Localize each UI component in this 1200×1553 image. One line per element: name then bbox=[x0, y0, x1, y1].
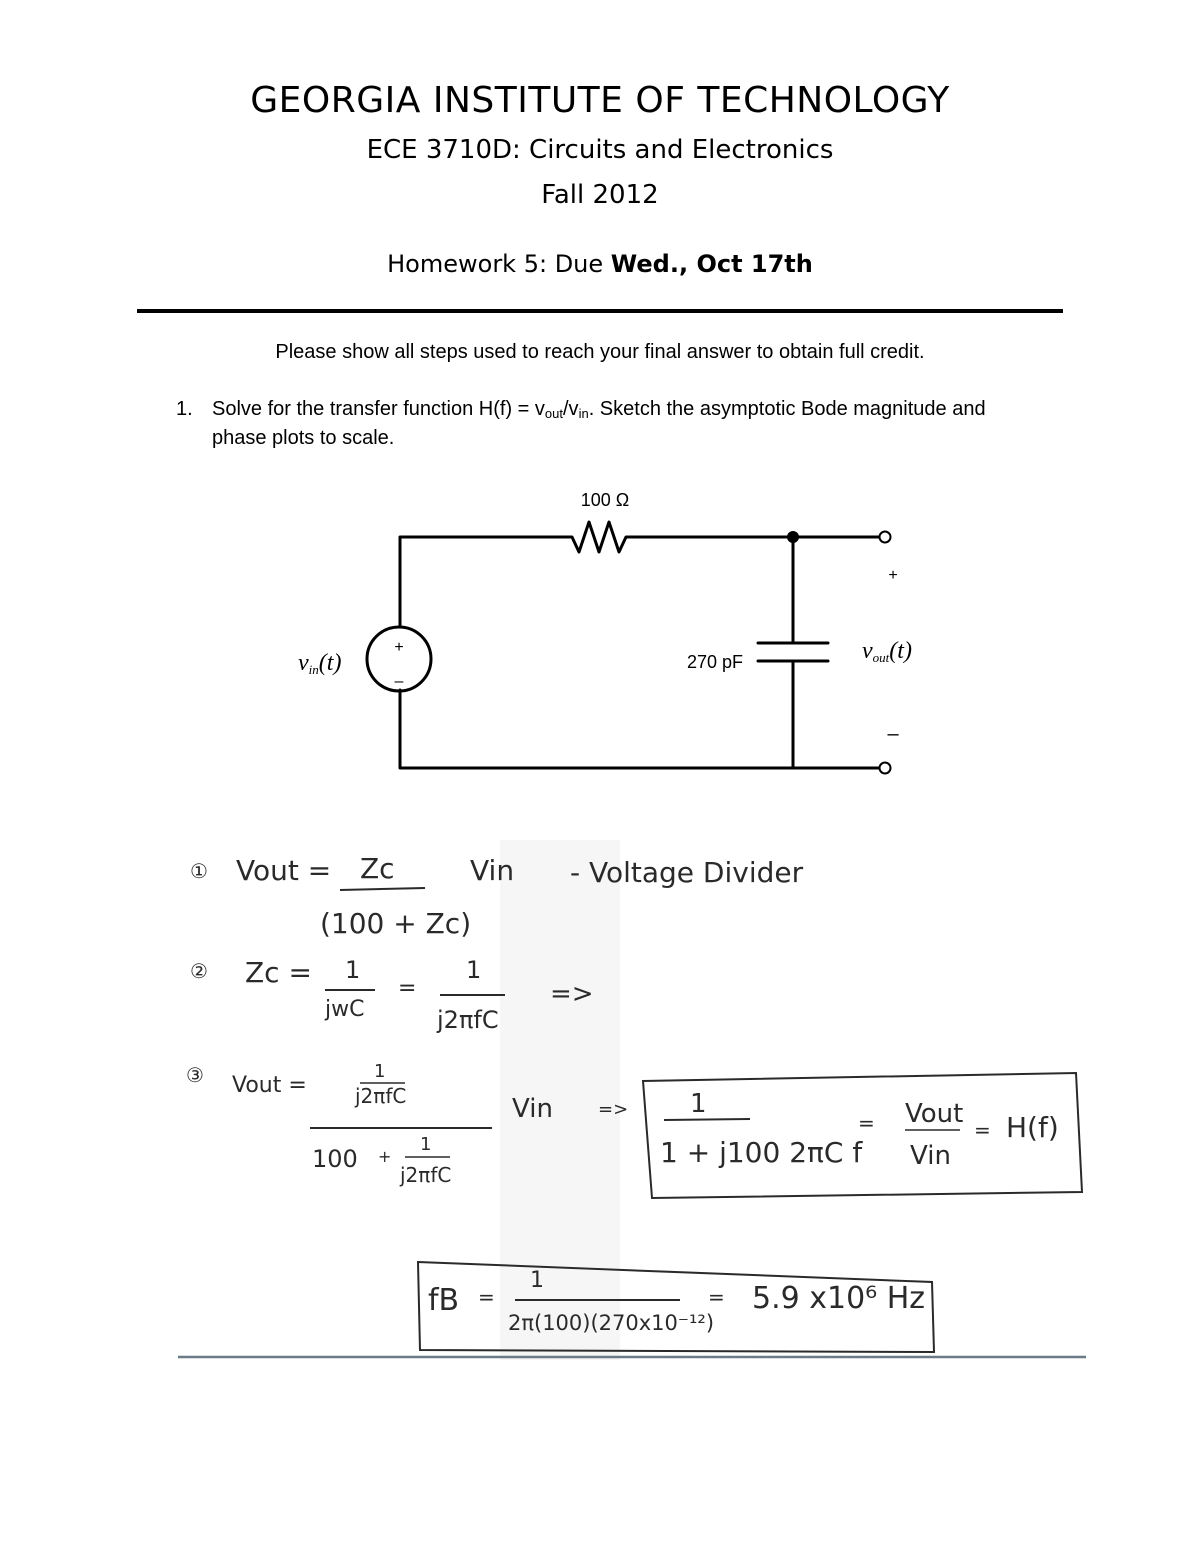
boxed-bar bbox=[664, 1119, 750, 1120]
step3-arrow: => bbox=[598, 1099, 629, 1120]
step3-num: 1 bbox=[374, 1061, 386, 1082]
terminal-bottom bbox=[880, 763, 891, 774]
step1-fraction-bar bbox=[340, 888, 425, 890]
step2-den2: j2πfC bbox=[437, 1006, 499, 1034]
node-dot bbox=[787, 531, 799, 543]
source-label: vin(t) bbox=[298, 650, 342, 677]
step3-marker: ③ bbox=[186, 1063, 204, 1087]
step1-marker: ① bbox=[190, 859, 208, 883]
step3-den-a: 100 bbox=[312, 1145, 358, 1173]
step2-num2: 1 bbox=[466, 956, 482, 984]
fb-value: 5.9 x10⁶ Hz bbox=[752, 1281, 926, 1316]
step2-eq: = bbox=[398, 976, 417, 1001]
step1-vin: Vin bbox=[470, 854, 515, 887]
step2-lhs: Zc = bbox=[245, 956, 312, 989]
step3-vin: Vin bbox=[512, 1094, 553, 1124]
fb-den: 2π(100)(270x10⁻¹²) bbox=[508, 1311, 715, 1335]
terminal-top bbox=[880, 532, 891, 543]
step2-arrow: => bbox=[550, 979, 594, 1009]
step2-den1: jwC bbox=[325, 997, 365, 1022]
step3-den-den: j2πfC bbox=[400, 1163, 452, 1187]
circuit-diagram bbox=[367, 522, 891, 774]
boxed-eq2: = bbox=[974, 1118, 991, 1142]
institution-title: GEORGIA INSTITUTE OF TECHNOLOGY bbox=[250, 80, 950, 121]
resistor-label: 100 Ω bbox=[580, 490, 630, 510]
boxed-eq: = bbox=[858, 1111, 875, 1135]
output-plus: + bbox=[888, 567, 898, 584]
boxed-ratio-num: Vout bbox=[905, 1099, 964, 1129]
fb-eq: = bbox=[478, 1285, 495, 1309]
step1-denominator: (100 + Zc) bbox=[320, 907, 472, 940]
source-minus: – bbox=[394, 673, 404, 690]
resistor-zigzag bbox=[557, 522, 640, 552]
step1-lhs: Vout = bbox=[236, 854, 332, 887]
homework-due: Wed., Oct 17th bbox=[610, 250, 813, 278]
step1-numerator: Zc bbox=[360, 852, 395, 885]
fb-eq2: = bbox=[708, 1285, 725, 1309]
step3-lhs: Vout = bbox=[232, 1073, 307, 1098]
source-plus: + bbox=[394, 639, 404, 656]
boxed-hf: H(f) bbox=[1006, 1111, 1059, 1144]
capacitor-label: 270 pF bbox=[686, 652, 744, 672]
homework-prefix: Homework 5: Due bbox=[387, 250, 611, 278]
question-number: 1. bbox=[176, 398, 193, 420]
output-label: vout(t) bbox=[862, 638, 912, 665]
wire-top-left bbox=[400, 537, 557, 627]
step2-marker: ② bbox=[190, 959, 208, 983]
boxed-den: 1 + j100 2πC f bbox=[660, 1136, 863, 1169]
step3-num-den: j2πfC bbox=[355, 1084, 407, 1108]
step3-den-num: 1 bbox=[420, 1134, 432, 1155]
boxed-num: 1 bbox=[690, 1089, 707, 1119]
fb-num: 1 bbox=[530, 1268, 544, 1293]
step3-den-plus: + bbox=[378, 1147, 392, 1166]
output-minus: – bbox=[887, 723, 899, 745]
boxed-ratio-den: Vin bbox=[910, 1141, 951, 1171]
question-text: Solve for the transfer function $H(f) = v_{out}/v_{in}$. Sketch the asymptotic Bode magnitude and phase plots to scale. bbox=[212, 398, 986, 449]
wire-bottom bbox=[400, 690, 880, 768]
handwritten-solution bbox=[186, 852, 1082, 1352]
course-title: ECE 3710D: Circuits and Electronics bbox=[366, 135, 834, 165]
step1-note: - Voltage Divider bbox=[570, 856, 804, 889]
instructions: Please show all steps used to reach your final answer to obtain full credit. bbox=[275, 341, 925, 363]
term: Fall 2012 bbox=[541, 180, 659, 210]
fb-lhs: fB bbox=[428, 1283, 460, 1318]
step2-num1: 1 bbox=[345, 956, 361, 984]
